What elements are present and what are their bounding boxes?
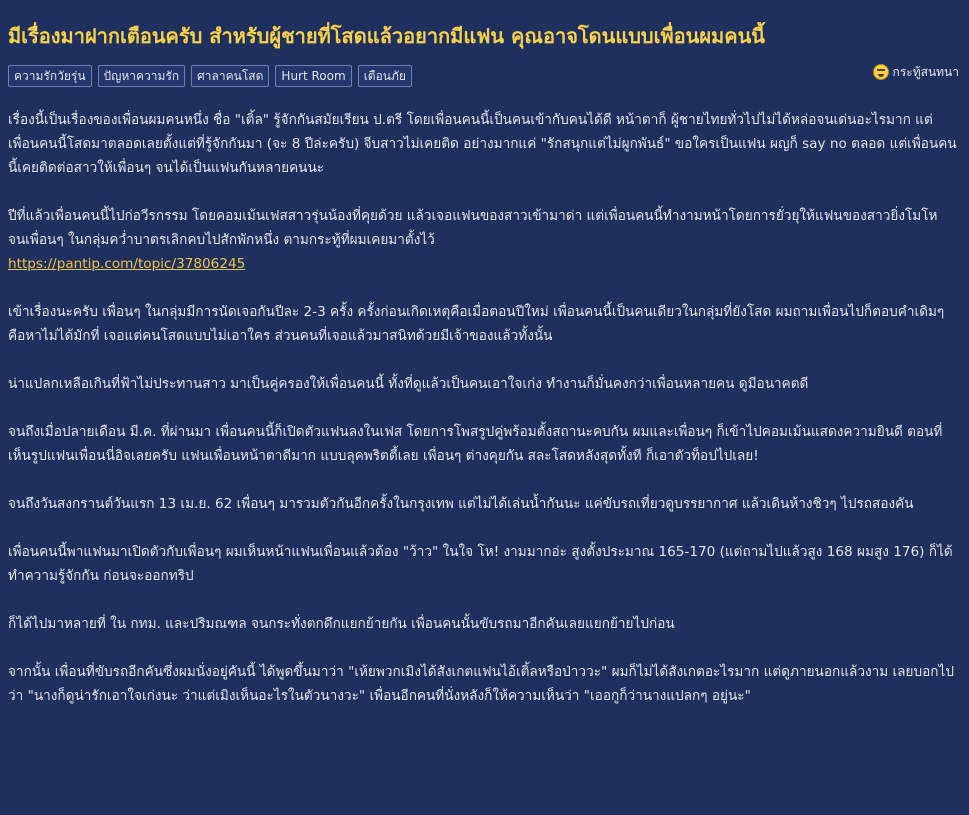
- body-paragraph: ก็ได้ไปมาหลายที่ ใน กทม. และปริมณฑล จนกระทั่งตกดึกแยกย้ายกัน เพื่อนคนนั้นขับรถมาอีกคันเลยแยกย้ายไปก่อน: [8, 616, 675, 632]
- body-paragraph: จนถึงวันสงกรานต์วันแรก 13 เม.ย. 62 เพื่อนๆ มารวมตัวกันอีกครั้งในกรุงเทพ แต่ไม่ได้เล่นน้ำกันนะ แค่ขับรถเที่ยวดูบรรยากาศ แล้วเดินห้างชิวๆ ไปรถสองคัน: [8, 496, 914, 512]
- body-paragraph: จากนั้น เพื่อนที่ขับรถอีกคันซึ่งผมนั่งอยู่คันนี้ ได้พูดขึ้นมาว่า "เห้ยพวกเมิงได้สังเกตแฟนไอ้เติ้ลหรือป่าววะ" ผมก็ไม่ได้สังเกตอะไรมาก แต่ดูภายนอกแล้วงาม เลยบอกไปว่า "นางก็ดูน่ารักเอาใจเก่งนะ ว่าแต่เมิงเห็นอะไรในตัวนางวะ" เพื่อนอีกคนที่นั่งหลังก็ให้ความเห็นว่า "เออกูก็ว่านางแปลกๆ อยู่นะ": [8, 664, 954, 704]
- tag-hurt-room[interactable]: Hurt Room: [275, 65, 351, 87]
- topic-title: มีเรื่องมาฝากเตือนครับ สำหรับผู้ชายที่โสดแล้วอยากมีแฟน คุณอาจโดนแบบเพื่อนผมคนนี้: [8, 24, 765, 48]
- body-paragraph: เรื่องนี้เป็นเรื่องของเพื่อนผมคนหนึ่ง ชื่อ "เติ้ล" รู้จักกันสมัยเรียน ป.ตรี โดยเพื่อนคนนี้เป็นคนเข้ากับคนได้ดี หน้าตาก็ ผู้ชายไทยทั่วไปไม่ได้หล่อจนเด่นอะไรมาก แต่เพื่อนคนนี้โสดมาตลอดเลยตั้งแต่ที่รู้จักกันมา (จะ 8 ปีล่ะครับ) จีบสาวไม่เคยติด อย่างมากแค่ "รักสนุกแต่ไม่ผูกพันธ์" ขอใครเป็นแฟน ผญก็ say no ตลอด แต่เพื่อนคนนี้เคยติดต่อสาวให้เพื่อนๆ จนได้เป็นแฟนกันหลายคนนะ: [8, 112, 957, 176]
- body-paragraph: จนถึงเมื่อปลายเดือน มี.ค. ที่ผ่านมา เพื่อนคนนี้ก็เปิดตัวแฟนลงในเฟส โดยการโพสรูปคู่พร้อมตั้งสถานะคบกัน ผมและเพื่อนๆ ก็เข้าไปคอมเม้นแสดงความยินดี ตอนที่เห็นรูปแฟนเพื่อนนี่อิจเลยครับ แฟนเพื่อนหน้าตาดีมาก แบบลุคพริตตี้เลย เพื่อนๆ ต่างคุยกัน สละโสดหลังสุดทั้งที ก็เอาตัวท็อปไปเลย!: [8, 424, 943, 464]
- tag-bar: [8, 64, 959, 88]
- tag-list: [8, 65, 412, 87]
- body-paragraph-text: ปีที่แล้วเพื่อนคนนี้ไปก่อวีรกรรม โดยคอมเม้นเฟสสาวรุ่นน้องที่คุยด้วย แล้วเจอแฟนของสาวเข้ามาด่า แต่เพื่อนคนนี้ทำงามหน้าโดยการยั่วยุให้แฟนของสาวยิ่งโมโห จนเพื่อนๆ ในกลุ่มคว่ำบาตรเลิกคบไปสักพักหนึ่ง ตามกระทู้ที่ผมเคยมาตั้งไว้: [8, 208, 938, 248]
- body-paragraph: น่าแปลกเหลือเกินที่ฟ้าไม่ประทานสาว มาเป็นคู่ครองให้เพื่อนคนนี้ ทั้งที่ดูแล้วเป็นคนเอาใจเก่ง ทำงานก็มั่นคงกว่าเพื่อนหลายคน ดูมีอนาคตดี: [8, 376, 809, 392]
- tag-warning[interactable]: เตือนภัย: [358, 65, 412, 87]
- tag-teen-love[interactable]: ความรักวัยรุ่น: [8, 65, 92, 87]
- topic-body: [8, 108, 959, 708]
- topic-type-link[interactable]: [873, 63, 959, 82]
- tag-singles-hall[interactable]: ศาลาคนโสด: [191, 65, 269, 87]
- tag-love-problems[interactable]: ปัญหาความรัก: [98, 65, 186, 87]
- smiley-face-icon: [873, 64, 889, 80]
- body-paragraph: เพื่อนคนนี้พาแฟนมาเปิดตัวกับเพื่อนๆ ผมเห็นหน้าแฟนเพื่อนแล้วต้อง "ว้าว" ในใจ โห! งามมากอ่ะ สูงตั้งประมาณ 165-170 (แต่ถามไปแล้วสูง 168 ผมสูง 176) ก็ได้ทำความรู้จักกัน ก่อนจะออกทริป: [8, 544, 953, 584]
- reference-link[interactable]: https://pantip.com/topic/37806245: [8, 256, 246, 272]
- body-paragraph: เข้าเรื่องนะครับ เพื่อนๆ ในกลุ่มมีการนัดเจอกันปีละ 2-3 ครั้ง ครั้งก่อนเกิดเหตุคือเมื่อตอนปีใหม่ เพื่อนคนนี้เป็นคนเดียวในกลุ่มที่ยังโสด ผมถามเพื่อนไปก็ตอบคำเดิมๆ คือหาไม่ได้มักที่ เจอแต่คนโสดแบบไม่เอาใคร ส่วนคนที่เจอแล้วมาสนิทด้วยมีเจ้าของแล้วทั้งนั้น: [8, 304, 945, 344]
- body-paragraph: [8, 204, 959, 276]
- topic-type-label: กระทู้สนทนา: [892, 64, 959, 79]
